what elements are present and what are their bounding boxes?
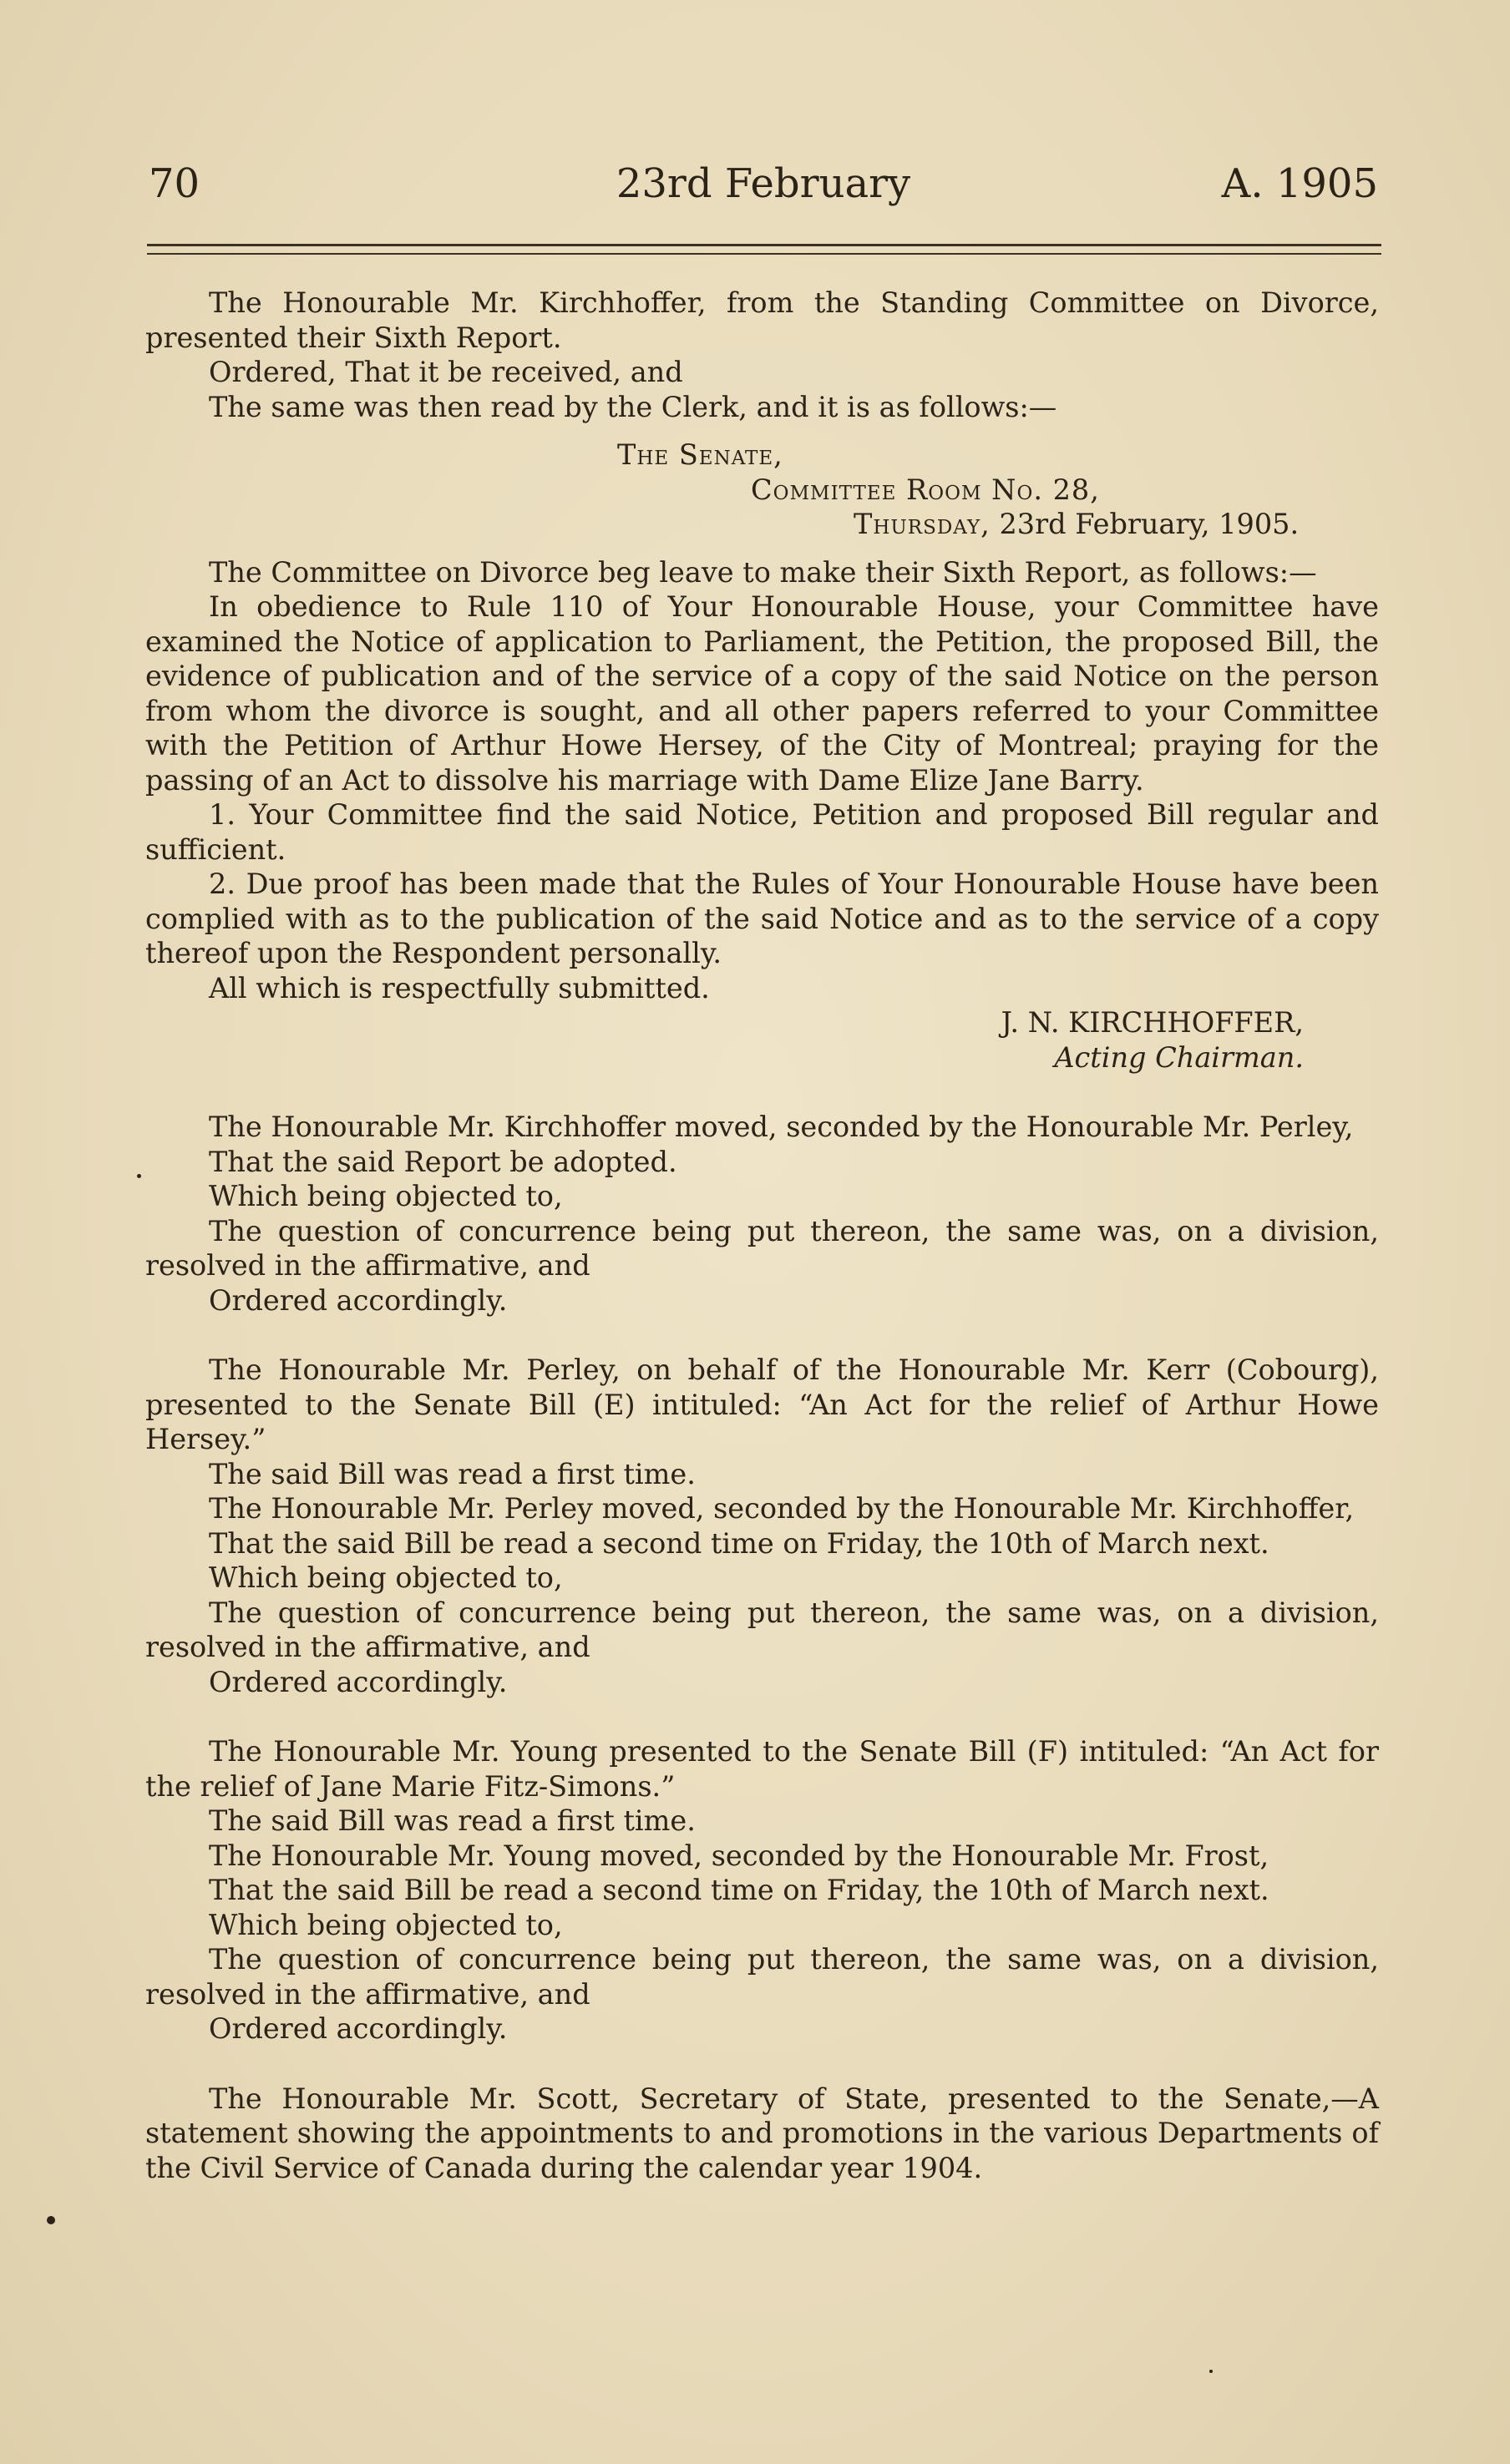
page-header: [149, 159, 1378, 217]
header-rule-top: [147, 244, 1381, 246]
paragraph: The Honourable Mr. Kirchhoffer, from the Standing Committee on Divorce, presented their Sixth Report.: [145, 286, 1379, 354]
paragraph: The Honourable Mr. Scott, Secretary of State, presented to the Senate,—A statement showing the appointments to and promotions in the various Departments of the Civil Service of Canada during the calendar year 1904.: [145, 2082, 1379, 2184]
paragraph: The question of concurrence being put thereon, the same was, on a division, resolved in the affirmative, and: [145, 1214, 1379, 1282]
ink-speck: [137, 1174, 141, 1178]
paragraph: The Committee on Divorce beg leave to make their Sixth Report, as follows:—: [209, 555, 1317, 589]
paragraph: Which being objected to,: [209, 1908, 563, 1941]
paragraph: Which being objected to,: [209, 1180, 563, 1212]
paragraph: Ordered accordingly.: [209, 2012, 508, 2045]
paragraph: 1. Your Committee find the said Notice, Petition and proposed Bill regular and sufficient.: [145, 798, 1379, 866]
paragraph: 2. Due proof has been made that the Rules of Your Honourable House have been complied with as to the publication of the said Notice and as to the service of a copy thereof upon the Respondent personally.: [145, 868, 1379, 969]
paragraph: The said Bill was read a first time.: [209, 1457, 696, 1490]
report-address: [145, 438, 1379, 542]
paragraph: That the said Bill be read a second time on Friday, the 10th of March next.: [209, 1526, 1269, 1560]
paragraph: Ordered accordingly.: [209, 1283, 508, 1317]
signature-title: Acting Chairman.: [1054, 1040, 1304, 1074]
signature-name: J. N. KIRCHHOFFER,: [1001, 1006, 1304, 1039]
paragraph: The Honourable Mr. Kirchhoffer moved, seconded by the Honourable Mr. Perley,: [209, 1111, 1354, 1143]
paragraph: In obedience to Rule 110 of Your Honourable House, your Committee have examined the Notice of application to Parliament, the Petition, the proposed Bill, the evidence of publication and of the service of a copy of the said Notice on the person from whom the divorce is sought, and all other papers referred to your Committee with the Petition of Arthur Howe Hersey, of the City of Montreal; praying for the passing of an Act to dissolve his marriage with Dame Elize Jane Barry.: [145, 590, 1379, 797]
paragraph: The Honourable Mr. Young presented to the Senate Bill (F) intituled: “An Act for the relief of Jane Marie Fitz-Simons.”: [145, 1735, 1379, 1803]
address-line: The Senate,: [617, 438, 783, 471]
paragraph: The same was then read by the Clerk, and it is as follows:—: [209, 390, 1057, 423]
page-number: 70: [149, 160, 200, 207]
ink-speck: [1209, 2370, 1213, 2373]
header-rule-bottom: [147, 253, 1381, 255]
address-date: 23rd February, 1905.: [999, 508, 1300, 540]
paragraph: The said Bill was read a first time.: [209, 1804, 696, 1837]
paragraph: The question of concurrence being put thereon, the same was, on a division, resolved in the affirmative, and: [145, 1943, 1379, 2011]
address-line: [145, 507, 1379, 542]
paragraph: The Honourable Mr. Perley, on behalf of the Honourable Mr. Kerr (Cobourg), presented to the Senate Bill (E) intituled: “An Act for the relief of Arthur Howe Hersey.”: [145, 1353, 1379, 1455]
document-body: [145, 286, 1379, 2185]
header-year: A. 1905: [1221, 160, 1378, 207]
address-day: Thursday,: [854, 508, 991, 540]
address-line: Committee Room No. 28,: [751, 473, 1100, 506]
ink-speck: [47, 2216, 55, 2224]
paragraph: The Honourable Mr. Perley moved, seconded by the Honourable Mr. Kirchhoffer,: [209, 1492, 1355, 1525]
paragraph: Ordered, That it be received, and: [209, 356, 683, 388]
paragraph: That the said Report be adopted.: [209, 1145, 677, 1178]
paragraph: Which being objected to,: [209, 1561, 563, 1594]
paragraph: That the said Bill be read a second time on Friday, the 10th of March next.: [209, 1874, 1269, 1906]
header-date: 23rd February: [616, 160, 911, 207]
paragraph: All which is respectfully submitted.: [209, 971, 710, 1004]
paragraph: The Honourable Mr. Young moved, seconded by the Honourable Mr. Frost,: [209, 1839, 1269, 1872]
paragraph: The question of concurrence being put thereon, the same was, on a division, resolved in the affirmative, and: [145, 1596, 1379, 1663]
paragraph: Ordered accordingly.: [209, 1665, 508, 1698]
